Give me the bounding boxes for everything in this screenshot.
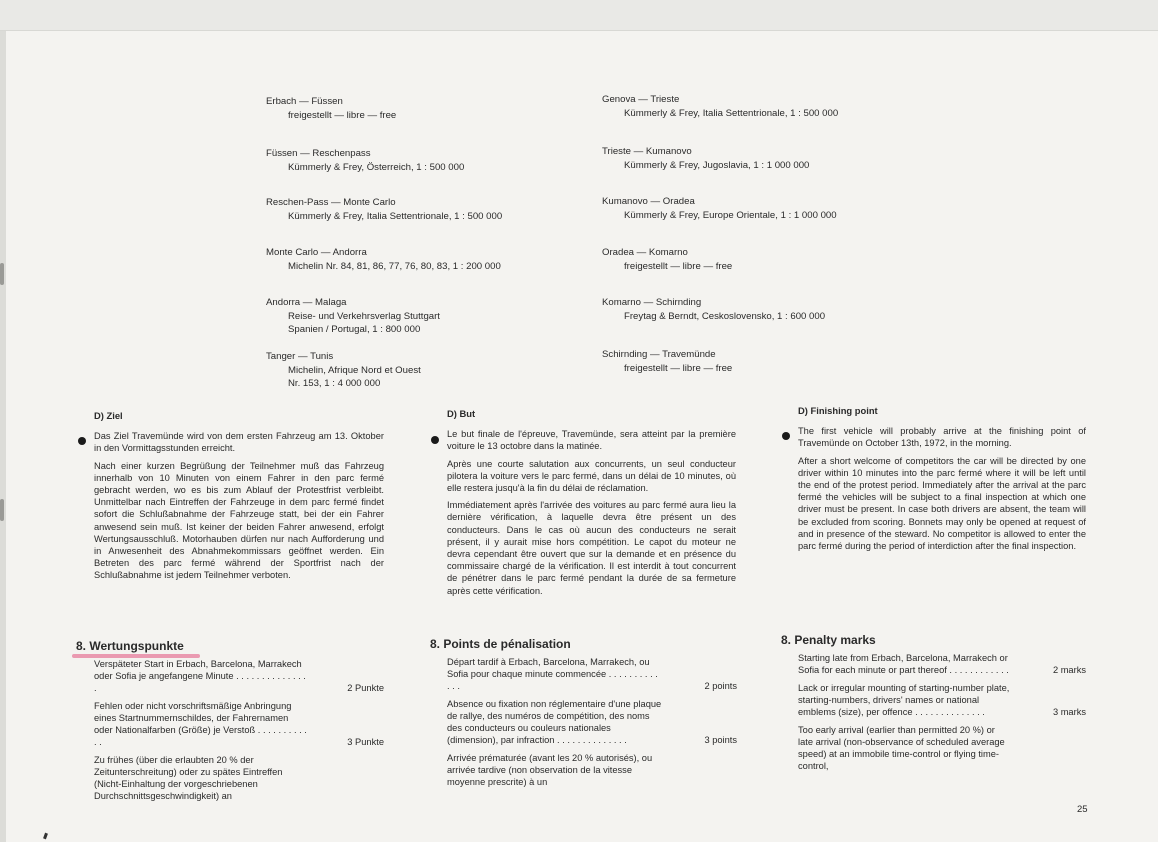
- penalty-points: 2 points: [704, 681, 737, 691]
- german-heading: D) Ziel: [94, 410, 123, 421]
- penalty-points: 3 points: [704, 735, 737, 745]
- english-marks-list: [798, 652, 1086, 778]
- route-map-detail: Kümmerly & Frey, Italia Settentrionale, 1 : 500 000: [288, 210, 503, 222]
- penalty-text: Too early arrival (earlier than permitted 20 %) or late arrival (non-observance of scheduled average speed) at an immobile time-control or flying time-control,: [798, 725, 1005, 771]
- penalty-text: Lack or irregular mounting of starting-number plate, starting-numbers, drivers' names or national emblems (size), per offence . . . . . . . . . . . . . .: [798, 683, 1010, 717]
- french-heading: D) But: [447, 408, 476, 419]
- route-map-detail: Kümmerly & Frey, Jugoslavia, 1 : 1 000 000: [624, 159, 810, 171]
- route-map-detail: Michelin Nr. 84, 81, 86, 77, 76, 80, 83, 1 : 200 000: [288, 260, 501, 272]
- penalty-text: Arrivée prématurée (avant les 20 % autorisés), ou arrivée tardive (non observation de la vitesse moyenne prescrite) à un: [447, 753, 653, 787]
- french-column: [447, 408, 736, 602]
- route-map-detail: Nr. 153, 1 : 4 000 000: [288, 378, 381, 390]
- route-map-detail: Kümmerly & Frey, Europe Orientale, 1 : 1 000 000: [624, 209, 837, 221]
- route-map-detail: Reise- und Verkehrsverlag Stuttgart: [288, 310, 440, 322]
- penalty-text: Fehlen oder nicht vorschriftsmäßige Anbringung eines Startnummernschildes, der Fahrernamen oder Nationalfarben (Größe) je Verstoß . . . . . . . . . . . .: [94, 701, 307, 747]
- english-column: [798, 405, 1086, 557]
- route-title: Oradea — Komarno: [602, 247, 688, 258]
- route-title: Andorra — Malaga: [266, 297, 347, 308]
- french-paragraph: Après une courte salutation aux concurrents, un seul conducteur pilotera la voiture vers le parc fermé, dans un délai de 10 minutes, où elle restera jusqu'à la fin du délai de réclamation.: [447, 458, 736, 494]
- route-title: Reschen-Pass — Monte Carlo: [266, 197, 396, 208]
- route-map-detail: Kümmerly & Frey, Österreich, 1 : 500 000: [288, 161, 465, 173]
- route-title: Erbach — Füssen: [266, 96, 343, 107]
- route-entry: [602, 246, 732, 273]
- french-marks-heading: 8. Points de pénalisation: [430, 637, 571, 651]
- penalty-points: 3 Punkte: [347, 737, 384, 747]
- penalty-points: 2 marks: [1052, 665, 1086, 675]
- route-title: Kumanovo — Oradea: [602, 196, 695, 207]
- route-title: Trieste — Kumanovo: [602, 146, 692, 157]
- penalty-item: [94, 700, 384, 748]
- penalty-item: [798, 652, 1086, 676]
- route-map-detail: Freytag & Berndt, Ceskoslovensko, 1 : 600 000: [624, 310, 826, 322]
- penalty-text: Départ tardif à Erbach, Barcelona, Marrakech, ou Sofia pour chaque minute commencée . . . . . . . . . . . . .: [447, 657, 658, 691]
- bullet-marker: [782, 432, 790, 440]
- french-paragraph: Le but finale de l'épreuve, Travemünde, sera atteint par la première voiture le 13 octobre dans la matinée.: [447, 429, 736, 452]
- penalty-item: [447, 752, 737, 788]
- route-map-detail: Michelin, Afrique Nord et Ouest: [288, 364, 421, 376]
- penalty-item: [798, 682, 1086, 718]
- penalty-text: Zu frühes (über die erlaubten 20 % der Zeitunterschreitung) oder zu spätes Eintreffen (Nicht-Einhaltung der vorgeschriebenen Durchschnittsgeschwindigkeit) an: [94, 755, 283, 801]
- route-entry: [266, 95, 396, 122]
- route-entry: [266, 147, 464, 174]
- french-paragraph: Immédiatement après l'arrivée des voitures au parc fermé aura lieu la dernière vérification, à laquelle devra être présent un des conducteurs. Dans le cas où aucun des conducteurs ne serait présent, il y aurait mise hors compétition. Le capot du moteur ne devra cependant être ouvert que sur la demande et en présence du commissaire chargé de la vérification. Il est interdit à tout concurrent de pénétrer dans le parc fermé pendant la durée de sa fermeture après cette vérification.: [447, 500, 736, 596]
- route-title: Monte Carlo — Andorra: [266, 247, 367, 258]
- german-marks-list: [94, 658, 384, 808]
- route-entry: [602, 93, 838, 120]
- german-marks-heading: 8. Wertungspunkte: [76, 639, 184, 653]
- english-marks-heading: 8. Penalty marks: [781, 633, 876, 647]
- binding-edge: [0, 31, 6, 842]
- binding-hole: [0, 263, 4, 285]
- penalty-points: 3 marks: [1052, 707, 1086, 717]
- penalty-text: Verspäteter Start in Erbach, Barcelona, Marrakech oder Sofia je angefangene Minute . . . . . . . . . . . . . . .: [94, 659, 306, 693]
- route-title: Schirnding — Travemünde: [602, 349, 716, 360]
- route-map-detail: freigestellt — libre — free: [624, 362, 733, 374]
- penalty-item: [447, 656, 737, 692]
- route-title: Komarno — Schirnding: [602, 297, 702, 308]
- penalty-item: [94, 658, 384, 694]
- penalty-points: 2 Punkte: [347, 683, 384, 693]
- route-entry: [266, 350, 421, 391]
- route-title: Füssen — Reschenpass: [266, 148, 371, 159]
- route-entry: [602, 195, 837, 222]
- bullet-marker: [431, 436, 439, 444]
- english-paragraph: After a short welcome of competitors the car will be directed by one driver within 10 minutes into the parc fermé where it will be left until the end of the protest period. Immediately after the arrival at the parc fermé the vehicles will be subject to a final inspection at which one driver must be present. In case both drivers are absent, the team will be excluded from scoring. Bonnets may only be opened at request of and in presence of the steward. No competitor is allowed to enter the parc fermé during the period of interdiction after the final inspection.: [798, 455, 1086, 552]
- route-entry: [602, 145, 809, 172]
- route-entry: [266, 246, 501, 273]
- penalty-item: [798, 724, 1086, 772]
- route-entry: [602, 348, 732, 375]
- english-paragraph: The first vehicle will probably arrive at the finishing point of Travemünde on October 13th, 1972, in the morning.: [798, 426, 1086, 449]
- german-paragraph: Das Ziel Travemünde wird von dem ersten Fahrzeug am 13. Oktober in den Vormittagsstunden erreicht.: [94, 431, 384, 454]
- binding-hole: [0, 499, 4, 521]
- route-map-detail: freigestellt — libre — free: [288, 109, 397, 121]
- route-title: Tanger — Tunis: [266, 351, 334, 362]
- french-marks-list: [447, 656, 737, 794]
- penalty-text: Absence ou fixation non réglementaire d'une plaque de rallye, des numéros de compétition, des noms des conducteurs ou couleurs nationales (dimension), par infraction . . . . . . . . . . . . . .: [447, 699, 662, 745]
- penalty-item: [94, 754, 384, 802]
- english-heading: D) Finishing point: [798, 405, 878, 416]
- german-column: [94, 410, 384, 587]
- route-entry: [266, 196, 502, 223]
- penalty-item: [447, 698, 737, 746]
- page-number: 25: [1077, 804, 1088, 815]
- route-map-detail: Spanien / Portugal, 1 : 800 000: [288, 324, 421, 336]
- route-map-detail: Kümmerly & Frey, Italia Settentrionale, 1 : 500 000: [624, 107, 839, 119]
- german-paragraph: Nach einer kurzen Begrüßung der Teilnehmer muß das Fahrzeug innerhalb von 10 Minuten von einem Fahrer in den parc fermé gebracht werden, wo es bis zum Ablauf der Protestfrist verbleibt. Unmittelbar nach Eintreffen der Fahrzeuge in dem parc fermé findet sofort die Schlußabnahme der Fahrzeuge statt, bei der ein Fahrer anwesend sein muß. Ist keiner der beiden Fahrer anwesend, erfolgt Wertungsausschluß. Motorhauben dürfen nur nach Aufforderung und in Anwesenheit des Abnahmekommissars geöffnet werden. Ein Betreten des parc fermé während der Sportfrist nach der Schlußabnahme ist jedem Teilnehmer verboten.: [94, 460, 384, 581]
- route-entry: [266, 296, 440, 337]
- penalty-text: Starting late from Erbach, Barcelona, Marrakech or Sofia for each minute or part thereof . . . . . . . . . . . .: [798, 653, 1009, 675]
- route-map-detail: freigestellt — libre — free: [624, 260, 733, 272]
- route-entry: [602, 296, 825, 323]
- bullet-marker: [78, 437, 86, 445]
- route-title: Genova — Trieste: [602, 94, 680, 105]
